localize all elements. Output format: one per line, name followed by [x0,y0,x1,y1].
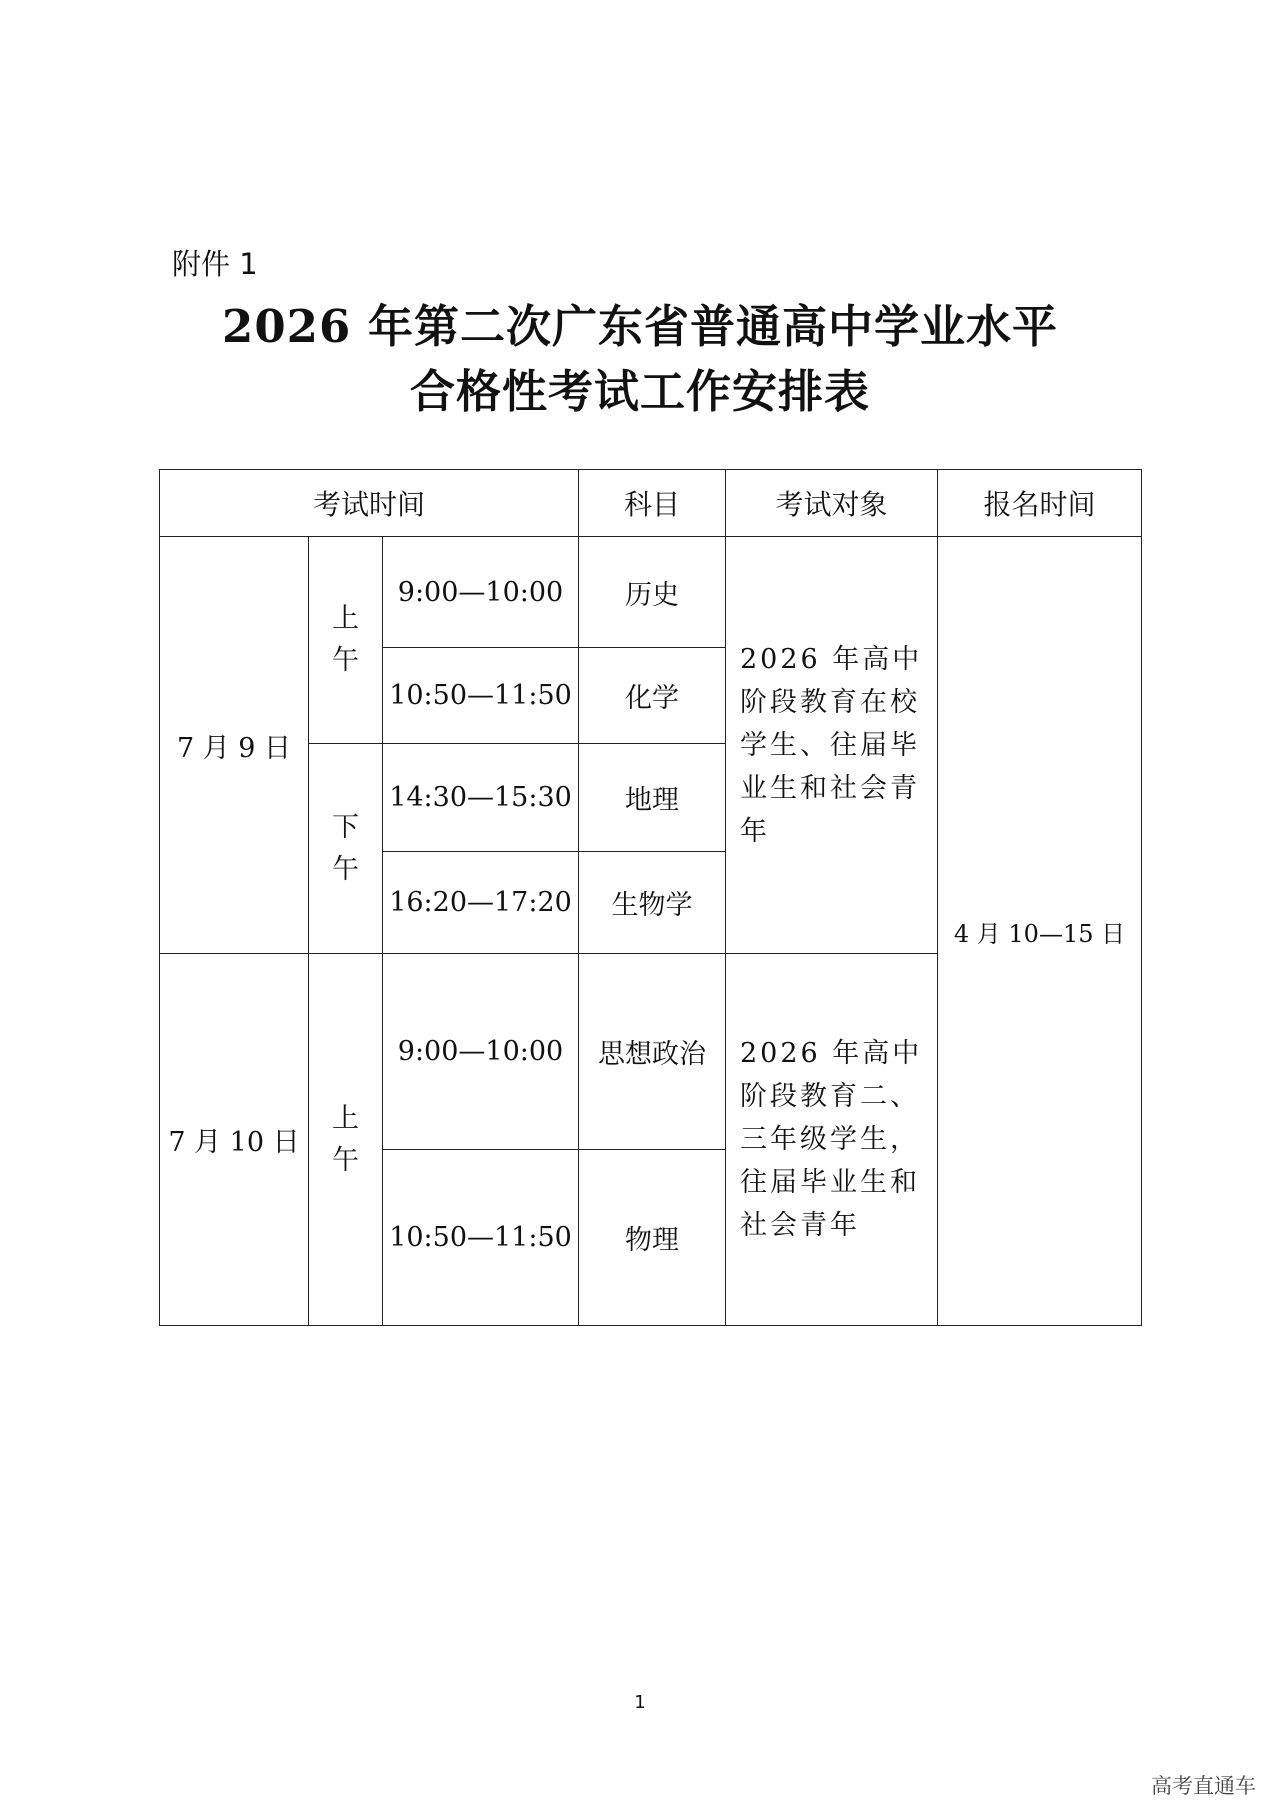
target-cell-day1 [726,537,938,954]
page-number: 1 [634,1692,646,1713]
target-cell-day2 [726,954,938,1326]
exam-time: 10:50—11:50 [389,1222,572,1253]
date-cell-day2 [160,954,309,1326]
subject-cell [579,852,726,954]
exam-subject: 物理 [625,1225,679,1256]
exam-target-day2: 2026 年高中阶段教育二、三年级学生，往届毕业生和社会青年 [740,1038,923,1241]
attachment-label: 附件 1 [172,247,258,281]
exam-time: 16:20—17:20 [389,887,572,918]
exam-subject: 化学 [625,683,679,714]
time-cell [383,648,579,744]
time-cell [383,744,579,852]
exam-schedule-table [159,469,1142,1326]
date-cell-day1 [160,537,309,954]
exam-subject: 历史 [625,579,679,611]
document-title-line-2: 合格性考试工作安排表 [409,365,870,418]
watermark: 高考直通车 [1151,1774,1256,1798]
time-cell [383,537,579,648]
date-day2: 7 月 10 日 [168,1127,300,1158]
registration-time: 4 月 10—15 日 [953,919,1126,948]
period-cell-day1-morning [309,537,383,744]
date-day1: 7 月 9 日 [176,732,292,764]
period-cell-day2-morning [309,954,383,1326]
time-cell [383,852,579,954]
subject-cell [579,648,726,744]
subject-cell [579,744,726,852]
header-registration: 报名时间 [938,470,1142,537]
header-subject: 科目 [579,470,726,537]
document-title-line-1: 2026 年第二次广东省普通高中学业水平 [222,300,1058,353]
period-cell-day1-afternoon [309,744,383,954]
table-row [160,537,1142,648]
exam-time: 9:00—10:00 [397,1036,564,1067]
period-afternoon-day1: 下午 [332,811,359,885]
exam-subject: 思想政治 [598,1039,706,1070]
time-cell [383,1150,579,1326]
exam-subject: 地理 [625,785,679,816]
time-cell [383,954,579,1150]
exam-subject: 生物学 [611,890,693,921]
subject-cell [579,1150,726,1326]
subject-cell [579,954,726,1150]
subject-cell [579,537,726,648]
registration-cell [938,537,1142,1326]
period-morning-day2: 上午 [332,1102,359,1176]
exam-target-day1: 2026 年高中阶段教育在校学生、往届毕业生和社会青年 [740,643,923,847]
header-target: 考试对象 [726,470,938,537]
period-morning-day1: 上午 [332,603,359,676]
exam-time: 10:50—11:50 [389,680,572,711]
header-exam-time: 考试时间 [160,470,579,537]
table-header-row [160,470,1142,537]
exam-time: 9:00—10:00 [397,576,564,608]
exam-time: 14:30—15:30 [389,782,572,813]
